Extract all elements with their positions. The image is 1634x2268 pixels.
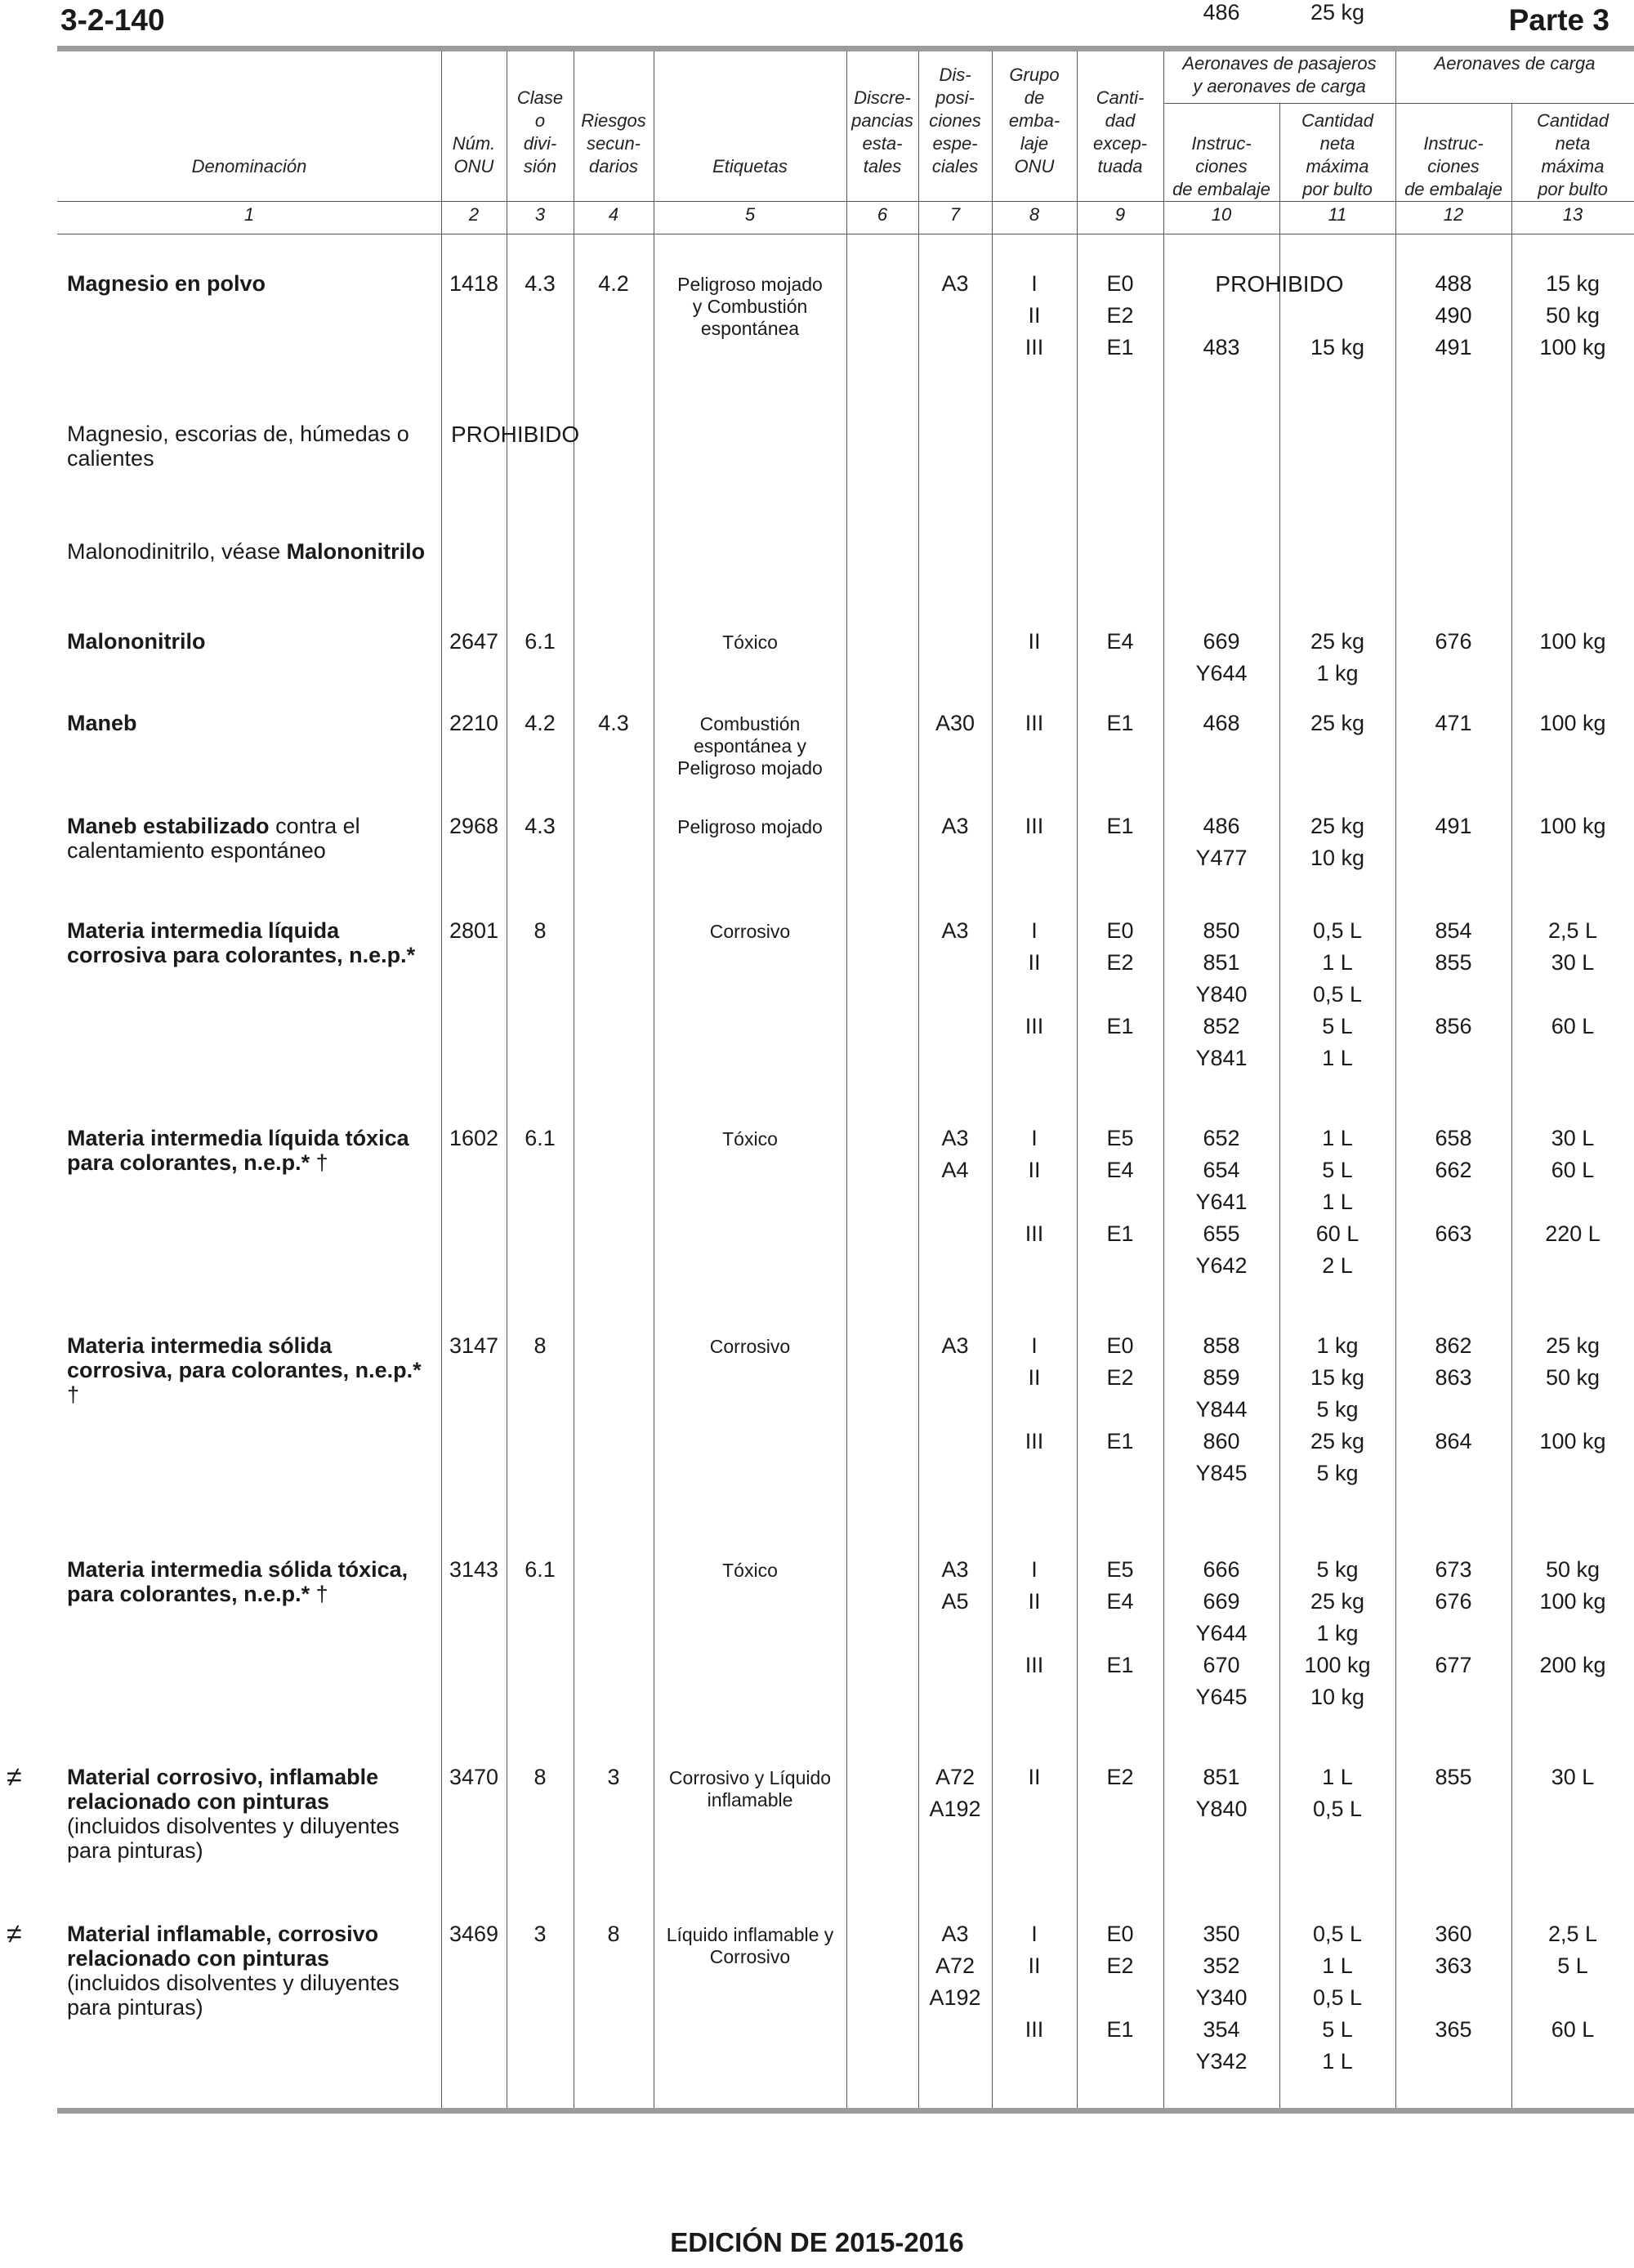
packing-group: III — [1025, 1014, 1044, 1038]
pax-packing-instruction: 486 — [1203, 814, 1240, 838]
cargo-packing-instruction: 490 — [1435, 303, 1472, 328]
entry-name-text: Magnesio, escorias de, húmedas o calientes — [67, 422, 409, 471]
hazard-label: Combustión espontánea y Peligroso mojado — [677, 713, 823, 779]
entry-name — [67, 1765, 435, 1863]
pax-packing-instruction: 483 — [1203, 335, 1240, 359]
entry-name-text: Malonodinitrilo, véase — [67, 539, 287, 564]
column-number: 2 — [468, 204, 480, 225]
hazard-label: Tóxico — [722, 1128, 778, 1150]
un-number: 3143 — [449, 1557, 499, 1582]
packing-group: I — [1031, 1126, 1038, 1150]
packing-group: I — [1031, 918, 1038, 943]
entry-name — [67, 918, 435, 967]
pax-max-quantity: 25 kg — [1310, 0, 1365, 25]
pax-packing-instruction: 669 — [1203, 629, 1240, 654]
entry-name — [67, 1333, 435, 1407]
header-cargo-packing-instruction: Instruc- ciones de embalaje — [1404, 133, 1502, 199]
un-number: 2210 — [449, 711, 499, 735]
pax-packing-instruction: Y342 — [1195, 2049, 1248, 2074]
cargo-max-quantity: 100 kg — [1539, 814, 1606, 838]
cargo-max-quantity: 30 L — [1551, 950, 1595, 975]
cargo-packing-instruction: 862 — [1435, 1333, 1472, 1358]
excepted-quantity: E0 — [1106, 271, 1134, 296]
excepted-quantity: E0 — [1106, 918, 1134, 943]
subsidiary-risk: 3 — [607, 1765, 620, 1789]
pax-packing-instruction: 652 — [1203, 1126, 1240, 1150]
pax-packing-instruction: Y645 — [1195, 1685, 1248, 1709]
pax-max-quantity: 1 L — [1322, 1046, 1353, 1070]
entry-name — [67, 1922, 435, 2020]
special-provision: A3 — [941, 814, 969, 838]
excepted-quantity: E2 — [1106, 950, 1134, 975]
bottom-rule — [57, 2108, 1634, 2114]
pax-max-quantity: 25 kg — [1310, 1589, 1365, 1614]
pax-max-quantity: 1 L — [1322, 950, 1353, 975]
cargo-max-quantity: 60 L — [1551, 2017, 1595, 2042]
pax-max-quantity: 60 L — [1315, 1221, 1359, 1246]
pax-packing-instruction: 654 — [1203, 1158, 1240, 1182]
header-cargo-max-quantity: Cantidad neta máxima por bulto — [1536, 110, 1609, 199]
special-provision: A3 — [941, 1557, 969, 1582]
header-un-number: Núm. ONU — [452, 133, 496, 176]
pax-packing-instruction: Y844 — [1195, 1397, 1248, 1422]
excepted-quantity: E4 — [1106, 1158, 1134, 1182]
cargo-max-quantity: 2,5 L — [1547, 1922, 1598, 1946]
pax-max-quantity: 1 L — [1322, 2049, 1353, 2074]
cargo-packing-instruction: 856 — [1435, 1014, 1472, 1038]
pax-packing-instruction: 486 — [1203, 0, 1240, 25]
pax-max-quantity: 0,5 L — [1312, 1922, 1363, 1946]
cargo-packing-instruction: 854 — [1435, 918, 1472, 943]
pax-max-quantity: 5 kg — [1316, 1397, 1359, 1422]
cargo-max-quantity: 50 kg — [1545, 1365, 1601, 1390]
excepted-quantity: E2 — [1106, 303, 1134, 328]
special-provision: A3 — [941, 918, 969, 943]
entry-name-text: contra el calentamiento espontáneo — [67, 814, 360, 863]
pax-max-quantity: 1 L — [1322, 1765, 1353, 1789]
entry-name — [67, 422, 435, 471]
pax-packing-instruction: 852 — [1203, 1014, 1240, 1038]
un-number: 1602 — [449, 1126, 499, 1150]
header-class: Clase o divi- sión — [516, 87, 564, 176]
cargo-packing-instruction: 365 — [1435, 2017, 1472, 2042]
forbidden-text: PROHIBIDO — [1215, 271, 1344, 297]
header-labels: Etiquetas — [712, 156, 788, 176]
column-number: 13 — [1562, 204, 1583, 225]
hazard-label: Peligroso mojado y Combustión espontánea — [677, 274, 823, 339]
hazard-class: 4.2 — [525, 711, 556, 735]
pax-packing-instruction: 859 — [1203, 1365, 1240, 1390]
hazard-label: Corrosivo — [709, 1336, 791, 1357]
pax-packing-instruction: 851 — [1203, 1765, 1240, 1789]
un-number: 3469 — [449, 1922, 499, 1946]
pax-packing-instruction: 350 — [1203, 1922, 1240, 1946]
page-number: 3-2-140 — [60, 3, 165, 37]
pax-max-quantity: 0,5 L — [1312, 1985, 1363, 2010]
column-number: 9 — [1114, 204, 1126, 225]
entry-name-text: † — [310, 1150, 328, 1175]
cargo-max-quantity: 100 kg — [1539, 335, 1606, 359]
pax-packing-instruction: 858 — [1203, 1333, 1240, 1358]
pax-packing-instruction: 354 — [1203, 2017, 1240, 2042]
entry-name-bold: Malononitrilo — [67, 629, 206, 654]
entry-name-text: (incluidos disolventes y diluyentes para pinturas) — [67, 1814, 400, 1863]
cargo-packing-instruction: 864 — [1435, 1429, 1472, 1453]
cargo-packing-instruction: 471 — [1435, 711, 1472, 735]
entry-name-bold: Materia intermedia líquida tóxica para colorantes, n.e.p.* — [67, 1126, 409, 1175]
header-pax-packing-instruction: Instruc- ciones de embalaje — [1172, 133, 1270, 199]
pax-packing-instruction: 851 — [1203, 950, 1240, 975]
packing-group: II — [1028, 1365, 1041, 1390]
entry-name-bold: Materia intermedia sólida corrosiva, para colorantes, n.e.p.* — [67, 1333, 422, 1382]
pax-max-quantity: 1 L — [1322, 1953, 1353, 1978]
header-subsidiary-risk: Riesgos secun- darios — [581, 110, 646, 176]
special-provision: A192 — [929, 1985, 981, 2010]
packing-group: II — [1028, 1589, 1041, 1614]
hazard-class: 8 — [534, 1333, 547, 1358]
cargo-packing-instruction: 491 — [1435, 814, 1472, 838]
cargo-packing-instruction: 663 — [1435, 1221, 1472, 1246]
special-provision: A72 — [935, 1765, 975, 1789]
cargo-max-quantity: 60 L — [1551, 1158, 1595, 1182]
pax-packing-instruction: 468 — [1203, 711, 1240, 735]
pax-packing-instruction: Y340 — [1195, 1985, 1248, 2010]
excepted-quantity: E0 — [1106, 1922, 1134, 1946]
excepted-quantity: E1 — [1106, 814, 1134, 838]
cargo-packing-instruction: 855 — [1435, 1765, 1472, 1789]
un-number: 3470 — [449, 1765, 499, 1789]
cargo-packing-instruction: 662 — [1435, 1158, 1472, 1182]
packing-group: II — [1028, 1765, 1041, 1789]
packing-group: III — [1025, 2017, 1044, 2042]
cargo-packing-instruction: 360 — [1435, 1922, 1472, 1946]
cargo-max-quantity: 100 kg — [1539, 629, 1606, 654]
excepted-quantity: E0 — [1106, 1333, 1134, 1358]
un-number: 2647 — [449, 629, 499, 654]
pax-max-quantity: 0,5 L — [1312, 918, 1363, 943]
hazard-class: 6.1 — [525, 1557, 556, 1582]
cargo-packing-instruction: 673 — [1435, 1557, 1472, 1582]
cargo-max-quantity: 100 kg — [1539, 1429, 1606, 1453]
pax-max-quantity: 1 L — [1322, 1190, 1353, 1214]
entry-name — [67, 539, 435, 564]
column-number: 4 — [608, 204, 619, 225]
special-provision: A3 — [941, 1922, 969, 1946]
special-provision: A3 — [941, 1333, 969, 1358]
pax-packing-instruction: Y644 — [1195, 1621, 1248, 1645]
pax-max-quantity: 1 kg — [1316, 1621, 1359, 1645]
cargo-max-quantity: 60 L — [1551, 1014, 1595, 1038]
pax-packing-instruction: Y477 — [1195, 846, 1248, 870]
cargo-packing-instruction: 677 — [1435, 1653, 1472, 1677]
subsidiary-risk: 8 — [607, 1922, 620, 1946]
cargo-max-quantity: 2,5 L — [1547, 918, 1598, 943]
header-cargo-aircraft: Aeronaves de carga — [1434, 53, 1596, 74]
pax-max-quantity: 5 L — [1322, 1014, 1353, 1038]
cargo-packing-instruction: 676 — [1435, 1589, 1472, 1614]
subsidiary-risk: 4.2 — [598, 271, 629, 296]
hazard-label: Tóxico — [722, 1560, 778, 1581]
pax-max-quantity: 5 L — [1322, 2017, 1353, 2042]
not-equal-mark: ≠ — [7, 1761, 22, 1793]
header-special-provisions: Dis- posi- ciones espe- ciales — [929, 65, 981, 176]
packing-group: III — [1025, 335, 1044, 359]
un-number: 3147 — [449, 1333, 499, 1358]
pax-packing-instruction: Y840 — [1195, 1797, 1248, 1821]
hazard-label: Peligroso mojado — [677, 816, 823, 837]
cargo-max-quantity: 25 kg — [1545, 1333, 1601, 1358]
cargo-packing-instruction: 491 — [1435, 335, 1472, 359]
hazard-class: 8 — [534, 1765, 547, 1789]
pax-max-quantity: 15 kg — [1310, 335, 1365, 359]
header-name: Denominación — [191, 156, 307, 176]
pax-packing-instruction: 860 — [1203, 1429, 1240, 1453]
pax-max-quantity: 25 kg — [1310, 1429, 1365, 1453]
excepted-quantity: E1 — [1106, 2017, 1134, 2042]
part-title: Parte 3 — [1508, 3, 1609, 37]
pax-packing-instruction: 666 — [1203, 1557, 1240, 1582]
excepted-quantity: E1 — [1106, 1653, 1134, 1677]
packing-group: I — [1031, 1557, 1038, 1582]
excepted-quantity: E1 — [1106, 1014, 1134, 1038]
packing-group: III — [1025, 1429, 1044, 1453]
entry-name — [67, 629, 435, 654]
top-rule — [57, 46, 1634, 51]
excepted-quantity: E1 — [1106, 1429, 1134, 1453]
hazard-label: Líquido inflamable y Corrosivo — [666, 1924, 834, 1967]
packing-group: I — [1031, 271, 1038, 296]
cargo-packing-instruction: 488 — [1435, 271, 1472, 296]
not-equal-mark: ≠ — [7, 1918, 22, 1949]
cargo-packing-instruction: 658 — [1435, 1126, 1472, 1150]
entry-name-bold: Materia intermedia líquida corrosiva para colorantes, n.e.p.* — [67, 918, 416, 967]
forbidden-text: PROHIBIDO — [451, 422, 580, 447]
pax-packing-instruction: 850 — [1203, 918, 1240, 943]
un-number: 2968 — [449, 814, 499, 838]
hazard-class: 6.1 — [525, 629, 556, 654]
excepted-quantity: E1 — [1106, 711, 1134, 735]
pax-packing-instruction: Y841 — [1195, 1046, 1248, 1070]
excepted-quantity: E1 — [1106, 1221, 1134, 1246]
entry-name-text: (incluidos disolventes y diluyentes para pinturas) — [67, 1971, 400, 2020]
column-number: 11 — [1328, 204, 1347, 225]
hazard-label: Corrosivo y Líquido inflamable — [668, 1767, 832, 1810]
hazard-class: 4.3 — [525, 271, 556, 296]
pax-max-quantity: 5 L — [1322, 1158, 1353, 1182]
cargo-packing-instruction: 676 — [1435, 629, 1472, 654]
pax-packing-instruction: Y642 — [1195, 1253, 1248, 1278]
subsidiary-risk: 4.3 — [598, 711, 629, 735]
cargo-max-quantity: 5 L — [1557, 1953, 1588, 1978]
cargo-max-quantity: 30 L — [1551, 1126, 1595, 1150]
packing-group: III — [1025, 711, 1044, 735]
special-provision: A72 — [935, 1953, 975, 1978]
footer-edition: EDICIÓN DE 2015-2016 — [670, 2227, 964, 2257]
column-number: 10 — [1211, 204, 1232, 225]
packing-group: III — [1025, 1221, 1044, 1246]
entry-name — [67, 1126, 435, 1175]
pax-max-quantity: 5 kg — [1316, 1461, 1359, 1485]
column-number: 1 — [243, 204, 255, 225]
hazard-class: 6.1 — [525, 1126, 556, 1150]
hazard-class: 8 — [534, 918, 547, 943]
cargo-max-quantity: 15 kg — [1545, 271, 1601, 296]
packing-group: II — [1028, 950, 1041, 975]
header-packing-group: Grupo de emba- laje ONU — [1008, 65, 1060, 176]
cargo-max-quantity: 200 kg — [1539, 1653, 1606, 1677]
entry-name — [67, 1557, 435, 1606]
see-reference: Malononitrilo — [286, 539, 426, 564]
packing-group: II — [1028, 303, 1041, 328]
excepted-quantity: E4 — [1106, 1589, 1134, 1614]
pax-max-quantity: 5 kg — [1316, 1557, 1359, 1582]
pax-max-quantity: 15 kg — [1310, 1365, 1365, 1390]
pax-max-quantity: 25 kg — [1310, 711, 1365, 735]
packing-group: III — [1025, 1653, 1044, 1677]
cargo-max-quantity: 30 L — [1551, 1765, 1595, 1789]
cargo-packing-instruction: 863 — [1435, 1365, 1472, 1390]
pax-max-quantity: 0,5 L — [1312, 982, 1363, 1007]
entry-name-text: † — [310, 1582, 328, 1606]
hazard-label: Corrosivo — [709, 921, 791, 942]
cargo-max-quantity: 220 L — [1545, 1221, 1601, 1246]
packing-group: II — [1028, 1953, 1041, 1978]
entry-name-bold: Magnesio en polvo — [67, 271, 266, 296]
special-provision: A192 — [929, 1797, 981, 1821]
cargo-max-quantity: 100 kg — [1539, 1589, 1606, 1614]
special-provision: A30 — [935, 711, 975, 735]
column-number: 7 — [949, 204, 961, 225]
special-provision: A5 — [941, 1589, 969, 1614]
pax-packing-instruction: 669 — [1203, 1589, 1240, 1614]
header-state-variations: Discre- pancias esta- tales — [851, 87, 913, 176]
packing-group: I — [1031, 1333, 1038, 1358]
entry-name-bold: Maneb — [67, 711, 137, 735]
packing-group: II — [1028, 629, 1041, 654]
excepted-quantity: E4 — [1106, 629, 1134, 654]
cargo-max-quantity: 50 kg — [1545, 303, 1601, 328]
header-pax-max-quantity: Cantidad neta máxima por bulto — [1301, 110, 1374, 199]
entry-name-bold: Maneb estabilizado — [67, 814, 270, 838]
entry-name-bold: Material inflamable, corrosivo relacionado con pinturas — [67, 1922, 379, 1971]
pax-max-quantity: 1 L — [1322, 1126, 1353, 1150]
column-number: 8 — [1029, 204, 1040, 225]
header-passenger-aircraft: Aeronaves de pasajeros y aeronaves de carga — [1182, 53, 1377, 96]
excepted-quantity: E2 — [1106, 1953, 1134, 1978]
pax-packing-instruction: 655 — [1203, 1221, 1240, 1246]
cargo-max-quantity: 50 kg — [1545, 1557, 1601, 1582]
entry-name-text: † — [67, 1382, 80, 1407]
hazard-class: 3 — [534, 1922, 547, 1946]
column-number: 12 — [1443, 204, 1464, 225]
entry-name-bold: Materia intermedia sólida tóxica, para colorantes, n.e.p.* — [67, 1557, 408, 1606]
un-number: 1418 — [449, 271, 499, 296]
packing-group: III — [1025, 814, 1044, 838]
hazard-class: 4.3 — [525, 814, 556, 838]
cargo-packing-instruction: 855 — [1435, 950, 1472, 975]
un-number: 2801 — [449, 918, 499, 943]
pax-packing-instruction: Y641 — [1195, 1190, 1248, 1214]
excepted-quantity: E5 — [1106, 1126, 1134, 1150]
packing-group: II — [1028, 1158, 1041, 1182]
entry-name — [67, 711, 435, 735]
pax-packing-instruction: Y845 — [1195, 1461, 1248, 1485]
cargo-packing-instruction: 363 — [1435, 1953, 1472, 1978]
pax-max-quantity: 1 kg — [1316, 1333, 1359, 1358]
pax-max-quantity: 100 kg — [1304, 1653, 1371, 1677]
pax-packing-instruction: Y644 — [1195, 661, 1248, 685]
entry-name-bold: Material corrosivo, inflamable relacionado con pinturas — [67, 1765, 379, 1814]
special-provision: A4 — [941, 1158, 969, 1182]
column-number: 5 — [744, 204, 756, 225]
pax-max-quantity: 25 kg — [1310, 629, 1365, 654]
pax-max-quantity: 25 kg — [1310, 814, 1365, 838]
entry-name — [67, 814, 435, 863]
pax-max-quantity: 0,5 L — [1312, 1797, 1363, 1821]
pax-max-quantity: 2 L — [1322, 1253, 1353, 1278]
header-excepted-quantity: Canti- dad excep- tuada — [1092, 87, 1148, 176]
excepted-quantity: E1 — [1106, 335, 1134, 359]
pax-packing-instruction: 352 — [1203, 1953, 1240, 1978]
excepted-quantity: E2 — [1106, 1365, 1134, 1390]
column-number: 3 — [534, 204, 546, 225]
excepted-quantity: E5 — [1106, 1557, 1134, 1582]
entry-name — [67, 271, 435, 296]
special-provision: A3 — [941, 271, 969, 296]
column-number: 6 — [877, 204, 888, 225]
special-provision: A3 — [941, 1126, 969, 1150]
pax-max-quantity: 1 kg — [1316, 661, 1359, 685]
packing-group: I — [1031, 1922, 1038, 1946]
pax-packing-instruction: Y840 — [1195, 982, 1248, 1007]
pax-max-quantity: 10 kg — [1310, 1685, 1365, 1709]
pax-packing-instruction: 670 — [1203, 1653, 1240, 1677]
hazard-label: Tóxico — [722, 632, 778, 653]
excepted-quantity: E2 — [1106, 1765, 1134, 1789]
pax-max-quantity: 10 kg — [1310, 846, 1365, 870]
cargo-max-quantity: 100 kg — [1539, 711, 1606, 735]
